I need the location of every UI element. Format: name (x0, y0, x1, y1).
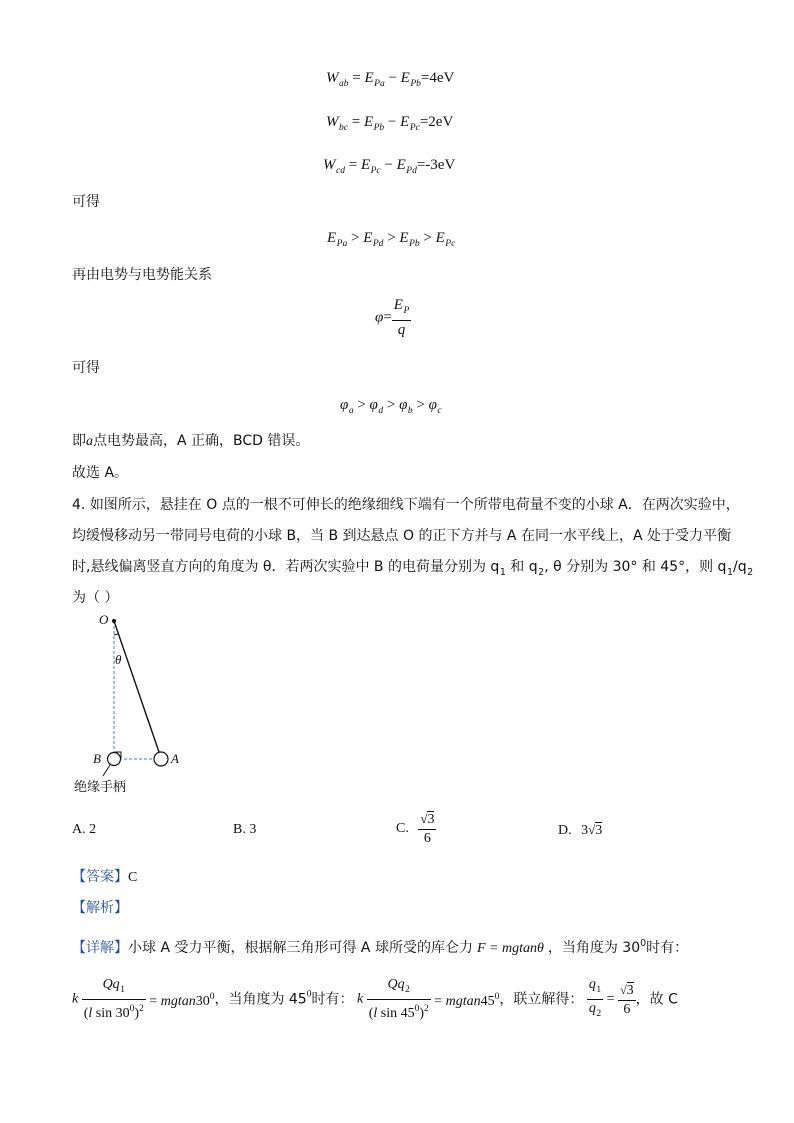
option-d-coef: 3 (581, 823, 589, 838)
figure-caption: 绝缘手柄 (74, 780, 127, 795)
ball-a (154, 752, 168, 766)
option-b: B. 3 (233, 822, 257, 837)
detail-line-1 (72, 934, 688, 959)
conclusion-variable: a (86, 434, 93, 449)
text-relation-intro: 再由电势与电势能关系 (72, 267, 212, 283)
detail-angle-2b: 45 (480, 994, 495, 1009)
equation-w-cd: $W_{cd} = E_{Pc} - E_{Pd}=-3eV$ (323, 157, 456, 176)
equation-w-bc-value: =2eV (419, 114, 454, 130)
conclusion-prefix: 即 (72, 433, 86, 449)
detail-angle-1: 30 (115, 1006, 130, 1021)
detail-label: 【详解】 (72, 940, 128, 956)
option-d-rad: 3 (595, 823, 603, 838)
label-b: B (93, 751, 101, 766)
question-text-1: 如图所示，悬挂在 O 点的一根不可伸长的绝缘细线下端有一个所带电荷量不变的小球 A．在两次实验中， (89, 497, 740, 513)
detail-force-equation: F = mgtanθ (476, 941, 544, 956)
option-c-den: 6 (423, 831, 431, 846)
option-c-num: 3 (427, 812, 435, 827)
analysis-label: 【解析】 (72, 900, 128, 916)
question-line-1 (72, 495, 740, 515)
answer-label: 【答案】 (72, 869, 128, 885)
detail-angle-2: 45 (400, 1006, 415, 1021)
detail-line-2: k $\frac{Qq_1}{(l \sin 30^0)^2}$ = $mgtan30^0$，当角度为 $45^0$时有： k $\frac{Qq_2}{(l \sin 45^0)^2}$ = $mgtan45^0$，联立解得： $\frac{q_1}{q_2}$ = $\frac{√3}{6}$ ，故 C (72, 977, 678, 1021)
question-text-3a: 时,悬线偏离竖直方向的角度为 θ．若两次实验中 B 的电荷量分别为 q (72, 559, 500, 575)
equation-w-cd-value: =-3eV (416, 157, 456, 173)
equation-energy-order: $E_{Pa} > E_{Pd} > E_{Pb} > E_{Pc}$ (327, 230, 456, 249)
detail-six: 6 (623, 1001, 631, 1017)
equation-w-ab-value: =4eV (420, 70, 455, 86)
text-choose: 故选 A。 (72, 465, 129, 481)
label-o: O (99, 612, 109, 627)
label-theta: θ (115, 652, 122, 667)
detail-text-2b: 时有： (311, 991, 354, 1008)
pendulum-diagram (86, 608, 206, 798)
analysis-line (72, 898, 128, 918)
pendulum-figure (74, 608, 206, 798)
question-line-3: 时,悬线偏离竖直方向的角度为 θ．若两次实验中 B 的电荷量分别为 $q_1$ 和 $q_2$, θ 分别为 30° 和 45°，则 $q_1/q_2$ (72, 559, 754, 578)
option-c-prefix: C. (396, 821, 409, 836)
equation-w-ab: $W_{ab} = E_{Pa} - E_{Pb}=4eV$ (326, 70, 455, 89)
option-d: D. 3√3 (558, 822, 603, 838)
equation-potential-order: $\varphi_a > \varphi_d > \varphi_b > \varphi_c$ (340, 397, 442, 416)
detail-sqrt3: 3 (626, 982, 634, 998)
label-a: A (171, 751, 179, 766)
detail-text-2a: ，当角度为 45 (214, 991, 307, 1008)
text-kede-1: 可得 (72, 194, 100, 210)
text-conclusion (72, 431, 309, 452)
answer-value: C (128, 870, 138, 885)
question-line-4: 为（ ） (72, 590, 119, 606)
question-line-2: 均缓慢移动另一带同号电荷的小球 B，当 B 到达悬点 O 的正下方并与 A 在同一水平线上，A 处于受力平衡 (72, 528, 731, 544)
detail-angle-1b: 30 (195, 994, 210, 1009)
option-d-prefix: D. (558, 823, 572, 838)
question-text-3c: , θ 分别为 30° 和 45°，则 q (544, 559, 727, 575)
detail-sup-1: 0 (640, 938, 647, 949)
detail-text-2c: ，联立解得： (499, 991, 584, 1008)
pivot-point (112, 619, 116, 623)
option-a: A. 2 (72, 822, 97, 837)
insulating-handle (103, 765, 110, 776)
option-c: C. $\frac{√3}{6}$ (396, 811, 435, 846)
question-text-3d: /q (732, 559, 747, 575)
detail-text-2d: ，故 C (635, 991, 678, 1008)
conclusion-suffix: 点电势最高，A 正确，BCD 错误。 (93, 433, 310, 449)
equation-w-bc: $W_{bc} = E_{Pb} - E_{Pc}=2eV$ (326, 114, 454, 133)
ball-b (108, 753, 121, 766)
text-kede-2: 可得 (72, 360, 100, 376)
detail-text-1a: 小球 A 受力平衡，根据解三角形可得 A 球所受的库仑力 (128, 940, 473, 956)
detail-text-1b: ，当角度为 30 (547, 940, 641, 956)
equation-potential-def: φ= $\frac{E_P}{q}$ (375, 297, 410, 338)
question-number: 4. (72, 497, 86, 513)
question-text-3b: 和 q (505, 559, 538, 575)
suspension-string (114, 621, 159, 752)
answer-line (72, 867, 137, 888)
detail-text-1c: 时有： (646, 940, 689, 956)
